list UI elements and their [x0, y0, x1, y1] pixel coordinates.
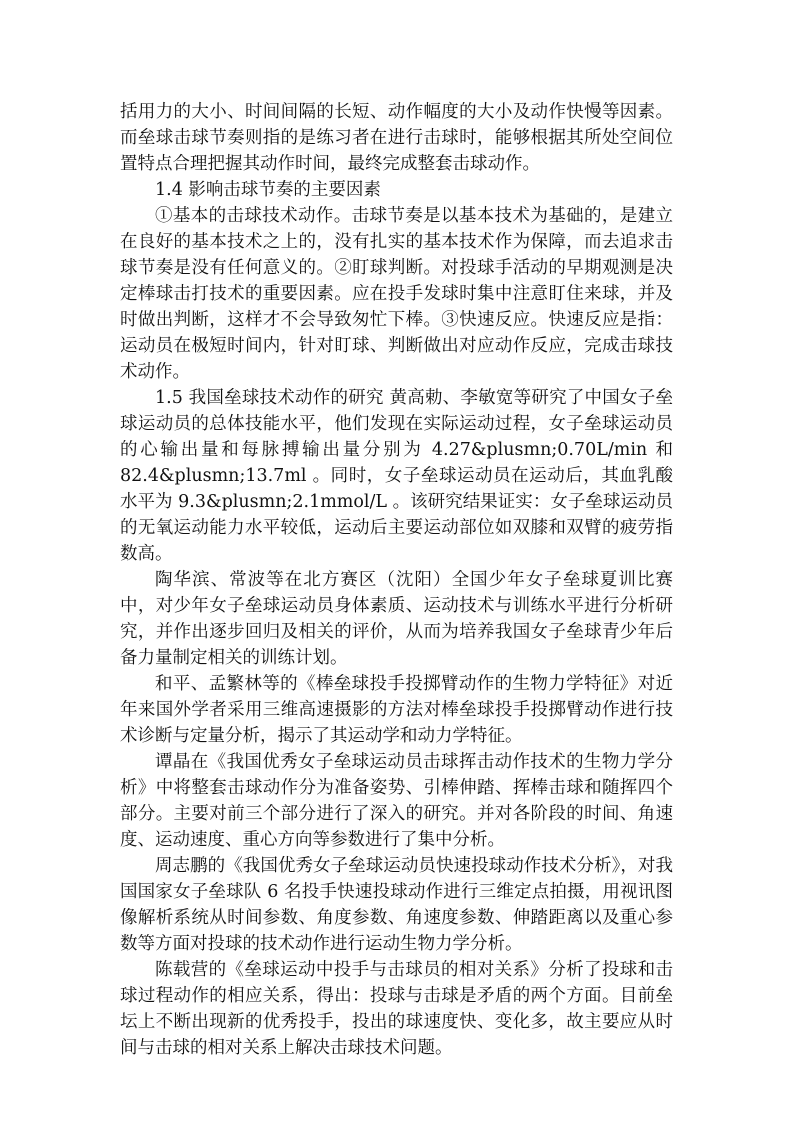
paragraph-zhou-zhipeng: 周志鹏的《我国优秀女子垒球运动员快速投球动作技术分析》，对我国国家女子垒球队 6 名投手快速投球动作进行三维定点拍摄，用视讯图像解析系统从时间参数、角度参数、角速度参数、伸踏距离以及重心参数等方面对投球的技术动作进行运动生物力学分析。	[120, 856, 673, 954]
paragraph-he-ping: 和平、孟繁林等的《棒垒球投手投掷臂动作的生物力学特征》对近年来国外学者采用三维高速摄影的方法对棒垒球投手投掷臂动作进行技术诊断与定量分析，揭示了其运动学和动力学特征。	[120, 674, 673, 746]
paragraph-continuation: 括用力的大小、时间间隔的长短、动作幅度的大小及动作快慢等因素。而垒球击球节奏则指的是练习者在进行击球时，能够根据其所处空间位置特点合理把握其动作时间，最终完成整套击球动作。	[120, 102, 673, 174]
paragraph-influencing-factors: ①基本的击球技术动作。击球节奏是以基本技术为基础的，是建立在良好的基本技术之上的，没有扎实的基本技术作为保障，而去追求击球节奏是没有任何意义的。②盯球判断。对投球手活动的早期观测是决定棒球击打技术的重要因素。应在投手发球时集中注意盯住来球，并及时做出判断，这样才不会导致匆忙下棒。③快速反应。快速反应是指：运动员在极短时间内，针对盯球、判断做出对应动作反应，完成击球技术动作。	[120, 206, 673, 382]
paragraph-chen-zaiying: 陈载营的《垒球运动中投手与击球员的相对关系》分析了投球和击球过程动作的相应关系，得出：投球与击球是矛盾的两个方面。目前垒坛上不断出现新的优秀投手，投出的球速度快、变化多，故主要应从时间与击球的相对关系上解决击球技术问题。	[120, 960, 673, 1058]
section-heading-1-4: 1.4 影响击球节奏的主要因素	[155, 180, 381, 200]
paragraph-tao-huabin: 陶华滨、常波等在北方赛区（沈阳）全国少年女子垒球夏训比赛中，对少年女子垒球运动员身体素质、运动技术与训练水平进行分析研究，并作出逐步回归及相关的评价，从而为培养我国女子垒球青少年后备力量制定相关的训练计划。	[120, 570, 673, 668]
paragraph-tan-jing: 谭晶在《我国优秀女子垒球运动员击球挥击动作技术的生物力学分析》中将整套击球动作分为准备姿势、引棒伸踏、挥棒击球和随挥四个部分。主要对前三个部分进行了深入的研究。并对各阶段的时间、角速度、运动速度、重心方向等参数进行了集中分析。	[120, 752, 673, 850]
paragraph-section-1-5: 1.5 我国垒球技术动作的研究 黄高勅、李敏宽等研究了中国女子垒球运动员的总体技能水平，他们发现在实际运动过程，女子垒球运动员的心输出量和每脉搏输出量分别为 4.27&plusmn;0.70L/min 和 82.4&plusmn;13.7ml 。同时，女子垒球运动员在运动后，其血乳酸水平为 9.3&plusmn;2.1mmol/L 。该研究结果证实：女子垒球运动员的无氧运动能力水平较低，运动后主要运动部位如双膝和双臂的疲劳指数高。	[120, 388, 673, 564]
document-body	[120, 99, 673, 1061]
